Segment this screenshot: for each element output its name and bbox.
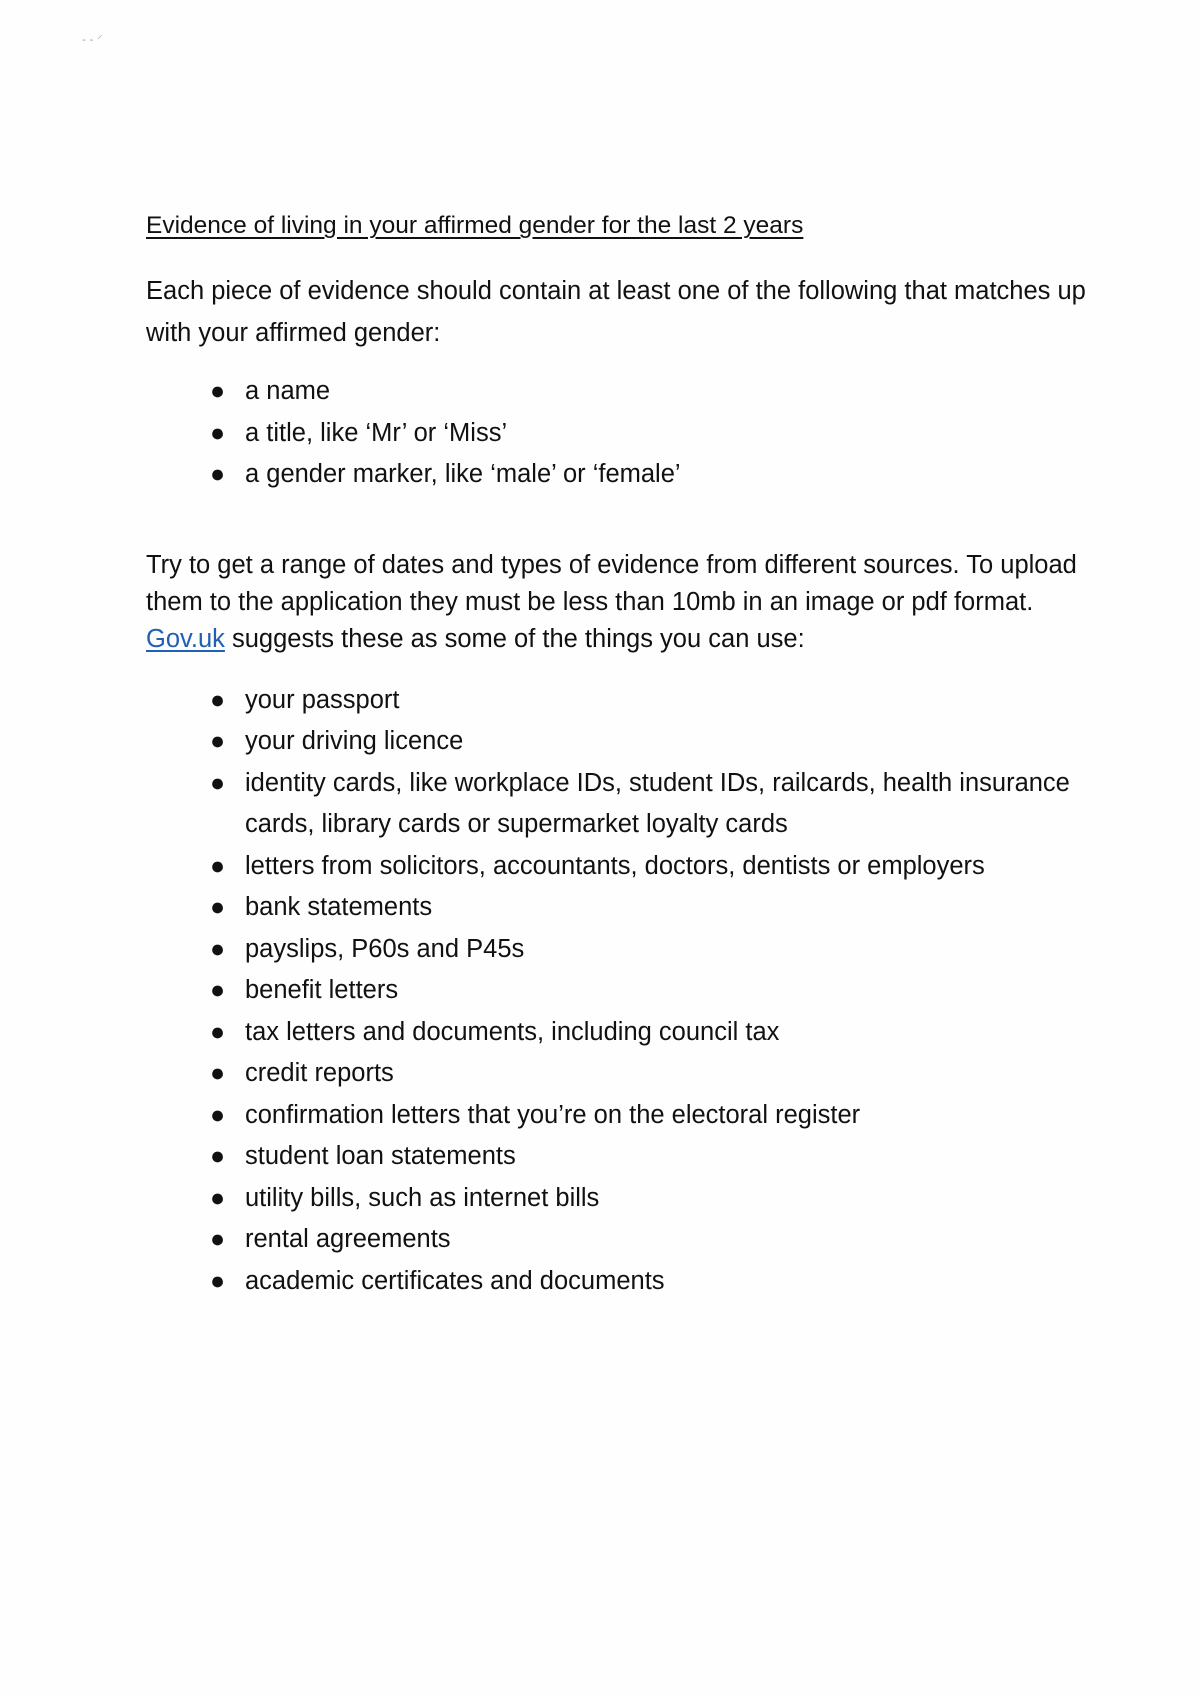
list-item <box>210 1178 1086 1220</box>
list-item-text: benefit letters <box>245 976 399 1004</box>
document-body <box>146 208 1086 1302</box>
list-item-text: utility bills, such as internet bills <box>245 1183 600 1212</box>
bullet-icon: ● <box>210 460 226 488</box>
list-item <box>210 413 1086 455</box>
list-item <box>210 371 1086 413</box>
list-item-text: identity cards, like workplace IDs, student IDs, railcards, health insurance cards, library cards or supermarket loyalty cards <box>245 768 1070 838</box>
bullet-icon: ● <box>210 1183 226 1212</box>
list-item-text: bank statements <box>245 893 433 921</box>
bullet-icon: ● <box>210 418 226 447</box>
bullet-icon: ● <box>210 934 226 963</box>
list-item-text: your passport <box>245 685 400 714</box>
spacer <box>146 496 1086 547</box>
intro-paragraph: Each piece of evidence should contain at least one of the following that matches up with your affirmed gender: <box>146 277 1086 347</box>
list-item-text: rental agreements <box>245 1225 451 1253</box>
list-item <box>210 680 1086 722</box>
list-item-text: letters from solicitors, accountants, doctors, dentists or employers <box>245 851 985 880</box>
bullet-icon: ● <box>210 1100 226 1129</box>
bullet-icon: ● <box>210 1059 226 1087</box>
list-item-text: credit reports <box>245 1059 394 1087</box>
list-item-text: payslips, P60s and P45s <box>245 934 525 963</box>
list-item <box>210 887 1086 929</box>
bullet-icon: ● <box>210 1266 226 1295</box>
range-paragraph <box>146 547 1086 658</box>
list-item <box>210 454 1086 496</box>
list-item <box>210 929 1086 971</box>
gender-marker-list <box>146 371 1086 496</box>
bullet-icon: ● <box>210 685 226 714</box>
list-item-text: academic certificates and documents <box>245 1266 665 1295</box>
bullet-icon: ● <box>210 377 226 405</box>
range-text-before-link: Try to get a range of dates and types of evidence from different sources. To upload them to the application they must be less than 10mb in an image or pdf format. <box>146 550 1077 616</box>
list-item <box>210 1095 1086 1137</box>
list-item-text: a name <box>245 377 331 405</box>
scan-artifact-mark: - - ⸍ <box>82 33 103 46</box>
evidence-list <box>146 680 1086 1303</box>
list-item-text: tax letters and documents, including council tax <box>245 1017 780 1046</box>
list-item-text: student loan statements <box>245 1142 516 1170</box>
list-item <box>210 846 1086 888</box>
list-item-text: a title, like ‘Mr’ or ‘Miss’ <box>245 418 508 447</box>
section-heading: Evidence of living in your affirmed gender for the last 2 years <box>146 212 804 239</box>
bullet-icon: ● <box>210 1017 226 1046</box>
list-item <box>210 1261 1086 1303</box>
list-item <box>210 763 1086 846</box>
list-item <box>210 1053 1086 1095</box>
bullet-icon: ● <box>210 1225 226 1253</box>
bullet-icon: ● <box>210 976 226 1004</box>
list-item <box>210 1136 1086 1178</box>
bullet-icon: ● <box>210 851 226 880</box>
list-item <box>210 1012 1086 1054</box>
list-item-text: confirmation letters that you’re on the electoral register <box>245 1100 861 1129</box>
bullet-icon: ● <box>210 768 226 797</box>
list-item <box>210 1219 1086 1261</box>
list-item-text: a gender marker, like ‘male’ or ‘female’ <box>245 460 681 488</box>
list-item <box>210 970 1086 1012</box>
list-item <box>210 721 1086 763</box>
bullet-icon: ● <box>210 1142 226 1170</box>
list-item-text: your driving licence <box>245 727 464 755</box>
gov-uk-link[interactable]: Gov.uk <box>146 624 225 653</box>
bullet-icon: ● <box>210 893 226 921</box>
range-text-after-link: suggests these as some of the things you can use: <box>224 624 805 653</box>
bullet-icon: ● <box>210 727 226 755</box>
